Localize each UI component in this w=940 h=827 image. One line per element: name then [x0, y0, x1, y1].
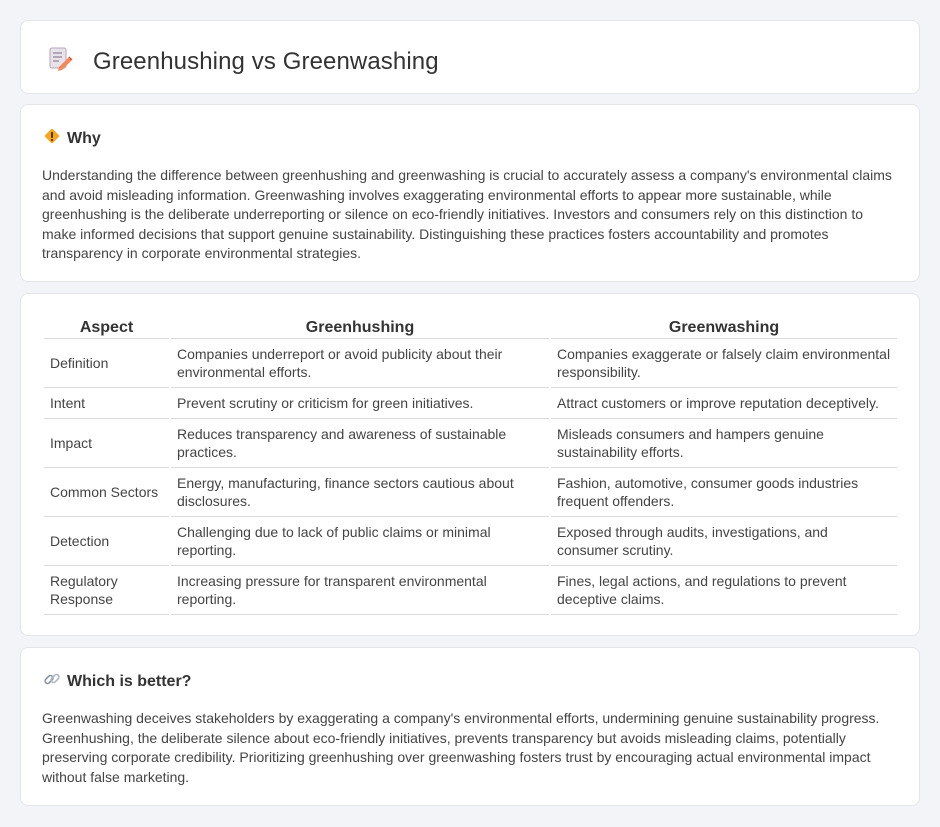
- aspect-cell: Impact: [44, 419, 169, 468]
- link-icon: [43, 670, 61, 693]
- table-row: [44, 566, 897, 615]
- greenhushing-cell: Increasing pressure for transparent environmental reporting.: [171, 566, 549, 615]
- better-text: Greenwashing deceives stakeholders by exaggerating a company's environmental efforts, undermining genuine sustainability progress. Greenhushing, the deliberate silence about eco-friendly initiatives, prevents transparency but avoids misleading claims, potentially preserving corporate credibility. Prioritizing greenhushing over greenwashing fosters trust by encouraging actual environmental impact without false marketing.: [42, 710, 880, 785]
- header-greenwashing: Greenwashing: [551, 315, 897, 339]
- title-card: [20, 20, 920, 94]
- aspect-cell: Detection: [44, 517, 169, 566]
- greenhushing-cell: Challenging due to lack of public claims or minimal reporting.: [171, 517, 549, 566]
- comparison-table: [42, 315, 899, 615]
- greenwashing-cell: Attract customers or improve reputation deceptively.: [551, 388, 897, 419]
- why-text: Understanding the difference between greenhushing and greenwashing is crucial to accurately assess a company's environmental claims and avoid misleading information. Greenwashing involves exaggerating environmental efforts to appear more sustainable, while greenhushing is the deliberate underreporting or silence on eco-friendly initiatives. Investors and consumers rely on this distinction to make informed decisions that support genuine sustainability. Distinguishing these practices fosters accountability and promotes transparency in corporate environmental strategies.: [42, 167, 892, 262]
- greenhushing-cell: Energy, manufacturing, finance sectors cautious about disclosures.: [171, 468, 549, 517]
- header-greenhushing: Greenhushing: [171, 315, 549, 339]
- better-heading: Which is better?: [67, 672, 192, 690]
- table-row: [44, 468, 897, 517]
- table-row: [44, 517, 897, 566]
- greenwashing-cell: Fashion, automotive, consumer goods industries frequent offenders.: [551, 468, 897, 517]
- aspect-cell: Regulatory Response: [44, 566, 169, 615]
- greenhushing-cell: Companies underreport or avoid publicity about their environmental efforts.: [171, 339, 549, 388]
- aspect-cell: Intent: [44, 388, 169, 419]
- greenwashing-cell: Exposed through audits, investigations, and consumer scrutiny.: [551, 517, 897, 566]
- page-title: Greenhushing vs Greenwashing: [93, 47, 439, 75]
- table-row: [44, 388, 897, 419]
- warning-sign-icon: [43, 127, 61, 150]
- comparison-section: [20, 293, 920, 636]
- greenwashing-cell: Companies exaggerate or falsely claim environmental responsibility.: [551, 339, 897, 388]
- table-row: [44, 419, 897, 468]
- aspect-cell: Common Sectors: [44, 468, 169, 517]
- greenwashing-cell: Fines, legal actions, and regulations to prevent deceptive claims.: [551, 566, 897, 615]
- table-row: [44, 339, 897, 388]
- document-icon: [47, 45, 73, 78]
- why-section: [20, 104, 920, 282]
- why-heading: Why: [67, 129, 101, 147]
- greenhushing-cell: Prevent scrutiny or criticism for green initiatives.: [171, 388, 549, 419]
- greenwashing-cell: Misleads consumers and hampers genuine sustainability efforts.: [551, 419, 897, 468]
- aspect-cell: Definition: [44, 339, 169, 388]
- greenhushing-cell: Reduces transparency and awareness of sustainable practices.: [171, 419, 549, 468]
- table-header-row: [44, 315, 897, 339]
- which-is-better-section: [20, 647, 920, 806]
- header-aspect: Aspect: [44, 315, 169, 339]
